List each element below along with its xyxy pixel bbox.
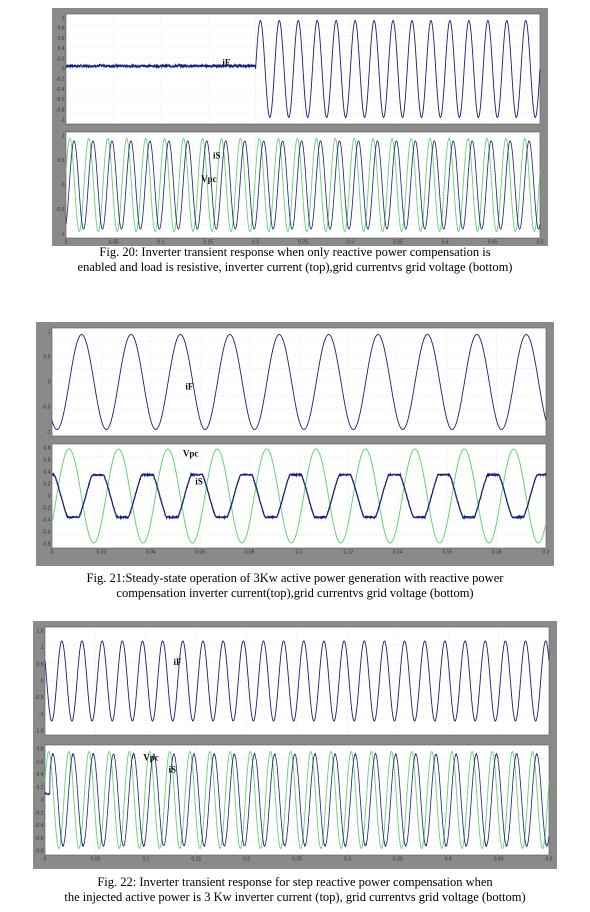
figure-21-caption-line-2: compensation inverter current(top),grid currentvs grid voltage (bottom): [116, 586, 474, 600]
fig22-top-ytick-label: -0.5: [34, 695, 44, 702]
fig21-bottom-xtick-label: 0: [50, 549, 54, 556]
fig22-top-panel: [35, 627, 549, 735]
figure-22-caption-line-2: the injected active power is 3 Kw inverter current (top), grid currentvs grid voltage (bottom): [64, 890, 526, 904]
figure-22-plots: [33, 621, 557, 869]
figure-21-caption-line-1: Fig. 21:Steady-state operation of 3Kw active power generation with reactive power: [86, 571, 504, 585]
fig22-bottom-xtick-label: 0.35: [392, 856, 403, 863]
fig22-bottom-xtick-label: 0.1: [142, 856, 150, 863]
fig20-Vpc-label: Vpc: [201, 173, 217, 184]
fig21-bottom-ytick-label: -0.8: [41, 541, 51, 548]
fig22-bottom-xtick-label: 0.3: [343, 856, 351, 863]
fig20-top-ytick-label: 0.2: [57, 56, 65, 63]
fig22-bottom-xtick-label: 0.15: [191, 856, 202, 863]
fig22-bottom-ytick-label: -0.6: [34, 835, 44, 842]
fig21-Vpc-label: Vpc: [182, 448, 199, 459]
figure-20-caption-line-1: Fig. 20: Inverter transient response when only reactive power compensation is: [99, 245, 491, 259]
figure-22: [33, 621, 557, 869]
fig20-bottom-xtick-label: 0: [64, 239, 68, 246]
fig20-bottom-ytick-label: 0: [61, 182, 65, 189]
fig22-bottom-xtick-label: 0.4: [444, 856, 452, 863]
fig20-bottom-xtick-label: 0.5: [536, 239, 544, 246]
fig20-top-ytick-label: 0: [61, 66, 65, 73]
fig21-top-ytick-label: 0: [47, 379, 51, 386]
fig20-bottom-xtick-label: 0.4: [441, 239, 449, 246]
fig20-bottom-panel: [56, 132, 544, 246]
fig20-bottom-xtick-label: 0.45: [487, 239, 498, 246]
figure-20: [52, 8, 548, 246]
fig21-bottom-xtick-label: 0.04: [145, 549, 156, 556]
figure-22-caption: [0, 875, 590, 905]
fig20-bottom-xtick-label: 0.25: [298, 239, 308, 246]
fig22-iS-label: iS: [168, 764, 176, 775]
fig22-bottom-xtick-label: 0.5: [545, 856, 553, 863]
fig22-Vpc-label: Vpc: [143, 752, 159, 763]
fig22-bottom-xtick-label: 0: [43, 856, 47, 863]
fig20-bottom-xtick-label: 0.35: [392, 239, 403, 246]
fig22-bottom-ytick-label: 0.6: [36, 759, 44, 766]
fig22-bottom-xtick-label: 0.2: [243, 856, 251, 863]
fig22-bottom-ytick-label: 0: [40, 797, 44, 804]
fig21-bottom-xtick-label: 0.2: [542, 549, 550, 556]
fig21-bottom-ytick-label: 0.8: [43, 445, 51, 452]
figure-20-caption: [0, 245, 590, 275]
fig22-top-ytick-label: 1.5: [36, 628, 44, 635]
figure-20-caption-line-2: enabled and load is resistive, inverter current (top),grid currentvs grid voltage (bottom): [77, 260, 513, 274]
fig21-bottom-xtick-label: 0.02: [96, 549, 107, 556]
fig20-bottom-ytick-label: 0.5: [57, 158, 65, 164]
fig20-bottom-ytick-label: 1: [61, 133, 65, 140]
fig20-bottom-ytick-label: -1: [60, 231, 65, 238]
fig21-bottom-xtick-label: 0.16: [442, 549, 453, 556]
fig20-top-panel: [56, 14, 540, 124]
fig21-bottom-xtick-label: 0.12: [343, 549, 354, 556]
fig21-iS-label: iS: [195, 476, 203, 487]
fig21-top-ytick-label: -0.5: [41, 404, 51, 411]
fig22-top-ytick-label: 0.5: [36, 661, 44, 668]
fig21-bottom-ytick-label: 0.6: [43, 457, 51, 464]
fig20-bottom-xtick-label: 0.15: [203, 239, 214, 246]
fig22-bottom-panel: [35, 745, 553, 863]
fig20-bottom-xtick-label: 0.05: [108, 239, 119, 246]
fig20-top-ytick-label: 1: [61, 15, 65, 22]
fig20-bottom-xtick-label: 0.3: [346, 239, 354, 246]
fig21-top-ytick-label: -1: [46, 429, 51, 436]
fig22-bottom-ytick-label: -0.2: [34, 810, 44, 817]
figure-21: [36, 322, 554, 566]
fig22-bottom-ytick-label: 0.4: [36, 772, 44, 778]
fig20-iF-label: iF: [222, 57, 231, 68]
fig20-top-ytick-label: 0.6: [57, 35, 65, 42]
fig20-top-ytick-label: 0.8: [57, 25, 65, 32]
fig20-top-ytick-label: -1: [60, 117, 65, 124]
fig21-bottom-xtick-label: 0.18: [491, 549, 502, 556]
fig20-top-ytick-label: -0.8: [55, 107, 65, 114]
figure-21-plots: [36, 322, 554, 566]
fig20-top-ytick-label: -0.2: [55, 76, 65, 83]
fig22-bottom-ytick-label: 0.8: [36, 746, 44, 753]
fig21-top-panel: [42, 328, 546, 436]
fig21-bottom-xtick-label: 0.14: [392, 549, 403, 556]
fig20-top-ytick-label: -0.4: [55, 86, 65, 93]
fig22-bottom-ytick-label: 0.2: [36, 784, 44, 791]
fig20-top-ytick-label: 0.4: [57, 46, 65, 53]
fig22-bottom-xtick-label: 0.45: [493, 856, 504, 863]
fig21-bottom-ytick-label: -0.4: [41, 517, 51, 524]
fig21-bottom-ytick-label: 0: [47, 493, 51, 500]
fig21-bottom-ytick-label: 0.2: [43, 481, 51, 488]
fig21-bottom-xtick-label: 0.08: [244, 549, 255, 556]
fig20-bottom-xtick-label: 0.2: [252, 239, 260, 246]
figure-21-caption: [0, 571, 590, 601]
fig20-top-ytick-label: -0.6: [55, 97, 65, 104]
fig22-iF-label: iF: [173, 656, 182, 667]
fig21-iF-label: iF: [185, 381, 194, 392]
fig22-top-ytick-label: -1.5: [34, 728, 44, 735]
fig21-bottom-ytick-label: -0.6: [41, 529, 51, 536]
fig21-top-ytick-label: 1: [47, 329, 51, 336]
fig21-bottom-xtick-label: 0.06: [195, 549, 206, 556]
figure-22-caption-line-1: Fig. 22: Inverter transient response for step reactive power compensation when: [97, 875, 493, 889]
fig21-bottom-xtick-label: 0.1: [295, 549, 303, 556]
fig22-bottom-xtick-label: 0.25: [292, 856, 302, 863]
fig22-top-ytick-label: -1: [39, 711, 44, 718]
fig21-top-ytick-label: 0.5: [43, 354, 51, 361]
fig22-bottom-ytick-label: -0.4: [34, 823, 44, 829]
figure-20-plots: [52, 8, 548, 246]
fig20-bottom-xtick-label: 0.1: [157, 239, 165, 246]
fig22-bottom-ytick-label: -0.8: [34, 848, 44, 855]
fig22-bottom-xtick-label: 0.05: [90, 856, 101, 863]
fig22-top-ytick-label: 0: [40, 678, 44, 685]
fig21-bottom-ytick-label: 0.4: [43, 469, 51, 476]
fig20-bottom-ytick-label: -0.5: [55, 207, 65, 213]
fig20-iS-label: iS: [212, 150, 221, 161]
fig21-bottom-ytick-label: -0.2: [41, 505, 51, 512]
fig22-top-ytick-label: 1: [40, 645, 44, 652]
fig21-bottom-panel: [42, 444, 550, 556]
